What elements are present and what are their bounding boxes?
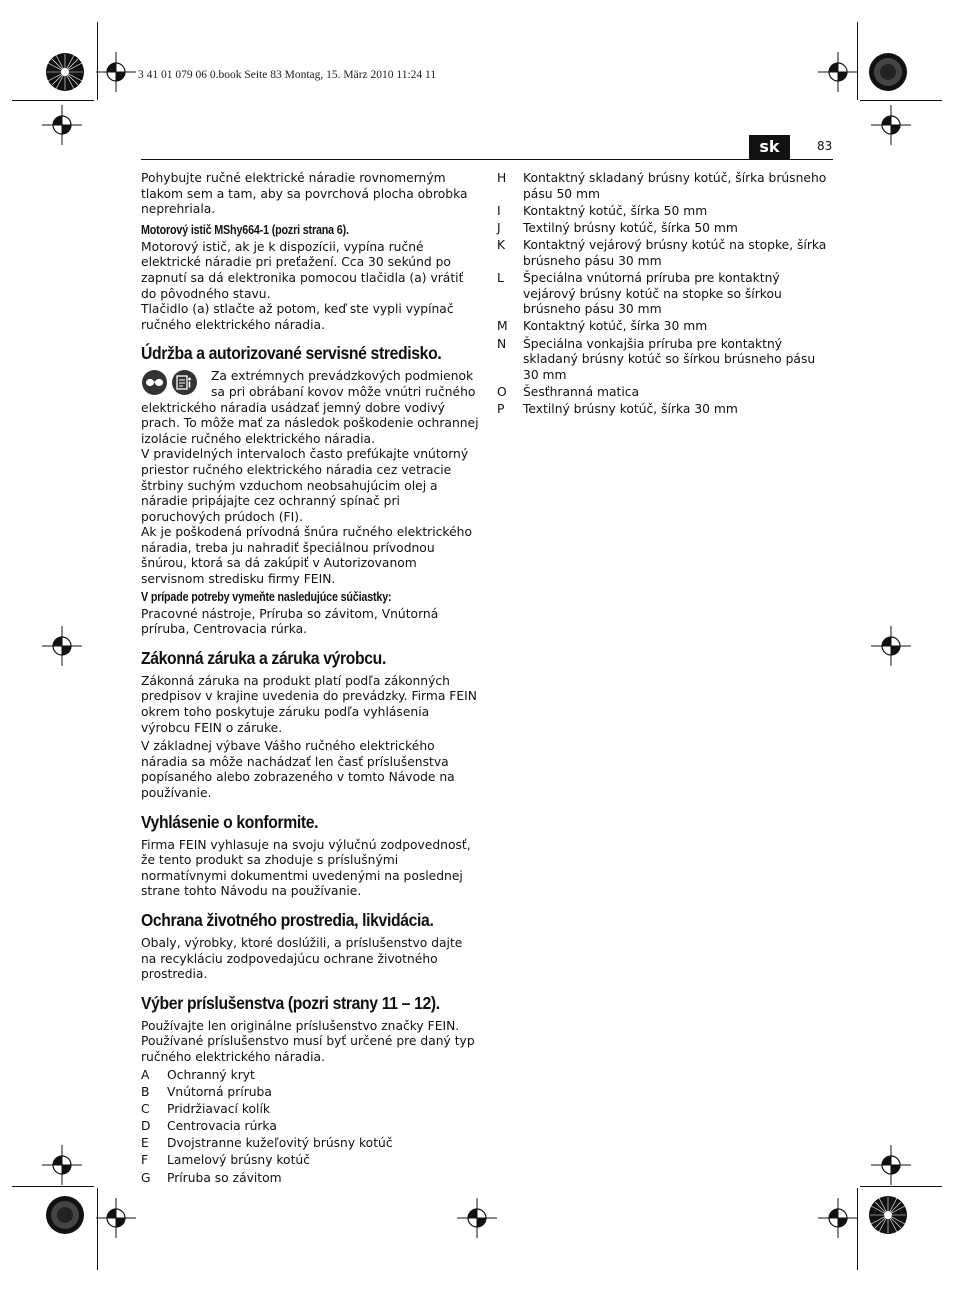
registration-mark-icon (96, 1198, 136, 1238)
list-item (497, 204, 833, 220)
list-item (497, 221, 833, 237)
part-description: Príruba so závitom (167, 1170, 282, 1185)
list-item (497, 337, 833, 384)
maintenance-paragraph: V pravidelných intervaloch často prefúkajte vnútorný priestor ručného elektrického náradia cez vetracie štrbiny suchým vzduchom neobsahujúcim olej a náradie pripájajte cez ochranný spínač pri poruchových prúdoch (FI). (141, 447, 469, 524)
breaker-paragraph: Motorový istič, ak je k dispozícii, vypína ručné elektrické náradie pri preťažení. Cca 30 sekúnd po zapnutí sa dá elektronika pomocou tlačidla (a) vrátiť do pôvodného stavu. (141, 239, 464, 301)
registration-mark-icon (818, 1198, 858, 1238)
list-item (497, 238, 833, 269)
parts-list (141, 1068, 481, 1187)
crop-mark (860, 1186, 942, 1187)
right-column (497, 171, 833, 419)
part-description: Ochranný kryt (167, 1067, 255, 1082)
part-description: Kontaktný kotúč, šírka 50 mm (523, 203, 708, 218)
part-description: Kontaktný skladaný brúsny kotúč, šírka brúsneho pásu 50 mm (523, 171, 827, 201)
part-description: Textilný brúsny kotúč, šírka 30 mm (523, 402, 738, 417)
part-description: Špeciálna vonkajšia príruba pre kontaktný skladaný brúsny kotúč so šírkou brúsneho pásu 30 mm (523, 336, 816, 382)
warning-icons (141, 370, 203, 400)
list-item (141, 1153, 481, 1169)
print-info: 3 41 01 079 06 0.book Seite 83 Montag, 15. März 2010 11:24 11 (138, 69, 437, 81)
part-description: Centrovacia rúrka (167, 1119, 277, 1134)
accessories-heading: Výber príslušenstva (pozri strany 11 – 12). (141, 992, 440, 1013)
registration-mark-icon (871, 1145, 911, 1185)
maintenance-heading: Údržba a autorizované servisné stredisko. (141, 343, 442, 364)
part-description: Kontaktný vejárový brúsny kotúč na stopke, šírka brúsneho pásu 30 mm (523, 238, 827, 268)
maintenance-block (141, 369, 481, 447)
list-item (141, 1171, 481, 1187)
warranty-paragraph: Zákonná záruka na produkt platí podľa zákonných predpisov v krajine uvedenia do prevádzky. Firma FEIN okrem toho poskytuje záruku podľa vyhlásenia výrobcu FEIN o záruke. (141, 673, 477, 735)
part-description: Šesťhranná matica (523, 384, 640, 399)
warranty-paragraph: V základnej výbave Vášho ručného elektrického náradia sa môže nachádzať len časť príslušenstva popísaného alebo zobrazeného v tomto Návode na používanie. (141, 739, 455, 800)
replace-parts-heading: V prípade potreby vymeňte nasledujúce súčiastky: (141, 589, 392, 604)
accessories-paragraph: Používajte len originálne príslušenstvo značky FEIN. Používané príslušenstvo musí byť určené pre daný typ ručného elektrického náradia. (141, 1018, 475, 1064)
list-item (141, 1068, 481, 1084)
part-key: M (497, 319, 508, 334)
breaker-paragraph: Tlačidlo (a) stlačte až potom, keď ste vypli vypínač ručného elektrického náradia. (141, 302, 454, 332)
calibration-wheel-icon (868, 1195, 908, 1235)
left-column (141, 171, 481, 1188)
intro-paragraph: Pohybujte ručné elektrické náradie rovnomerným tlakom sem a tam, aby sa povrchová plocha obrobka neprehriala. (141, 171, 468, 217)
list-item (141, 1119, 481, 1135)
registration-mark-icon (42, 105, 82, 145)
part-description: Kontaktný kotúč, šírka 30 mm (523, 319, 708, 334)
part-description: Dvojstranne kužeľovitý brúsny kotúč (167, 1136, 393, 1151)
replace-parts-text: Pracovné nástroje, Príruba so závitom, Vnútorná príruba, Centrovacia rúrka. (141, 606, 439, 637)
list-item (497, 385, 833, 401)
maintenance-paragraph: Za extrémnych prevádzkových podmienok sa pri obrábaní kovov môže vnútri ručného elektrického náradia usádzať jemný dobre vodivý prach. To môže mať za následok poškodenie ochrannej izolácie ručného elektrického náradia. (141, 369, 479, 446)
part-key: H (497, 171, 507, 185)
part-key: C (141, 1101, 150, 1116)
registration-mark-icon (818, 52, 858, 92)
part-key: O (497, 384, 507, 399)
part-key: E (141, 1136, 149, 1151)
crop-mark (860, 100, 942, 101)
warranty-heading: Zákonná záruka a záruka výrobcu. (141, 647, 386, 668)
parts-list (497, 171, 833, 418)
list-item (497, 171, 833, 202)
breaker-heading: Motorový istič MShy664-1 (pozri strana 6). (141, 222, 349, 237)
registration-mark-icon (42, 1145, 82, 1185)
environment-heading: Ochrana životného prostredia, likvidácia. (141, 909, 434, 930)
part-key: G (141, 1170, 151, 1185)
maintenance-paragraph: Ak je poškodená prívodná šnúra ručného elektrického náradia, treba ju nahradiť špeciálnou prívodnou šnúrou, ktorá sa dá zakúpiť v Autorizovanom servisnom stredisku firmy FEIN. (141, 525, 472, 587)
part-description: Textilný brúsny kotúč, šírka 50 mm (523, 220, 738, 235)
header-rule (141, 159, 833, 160)
part-key: K (497, 238, 506, 253)
list-item (141, 1085, 481, 1101)
registration-mark-icon (96, 52, 136, 92)
part-key: P (497, 402, 505, 417)
part-description: Pridržiavací kolík (167, 1101, 270, 1116)
list-item (497, 319, 833, 335)
part-description: Špeciálna vnútorná príruba pre kontaktný vejárový brúsny kotúč na stopke so šírkou brúsneho pásu 30 mm (523, 270, 782, 317)
safety-goggles-icon (142, 370, 167, 395)
calibration-wheel-icon (45, 52, 85, 92)
part-key: J (497, 220, 501, 235)
part-key: N (497, 336, 507, 351)
conformity-heading: Vyhlásenie o konformite. (141, 811, 319, 832)
part-description: Vnútorná príruba (167, 1084, 272, 1099)
read-manual-icon (172, 370, 197, 395)
registration-mark-icon (871, 626, 911, 666)
page-number: 83 (817, 139, 833, 153)
crop-mark (12, 100, 94, 101)
part-key: L (497, 270, 504, 285)
list-item (141, 1102, 481, 1118)
calibration-wheel-icon (45, 1195, 85, 1235)
list-item (141, 1136, 481, 1152)
language-badge: sk (749, 135, 790, 159)
part-key: I (497, 203, 501, 218)
registration-mark-icon (871, 105, 911, 145)
registration-mark-icon (42, 626, 82, 666)
registration-mark-icon (457, 1198, 497, 1238)
part-key: B (141, 1084, 150, 1099)
list-item (497, 271, 833, 318)
part-key: A (141, 1067, 150, 1082)
environment-paragraph: Obaly, výrobky, ktoré doslúžili, a príslušenstvo dajte na recykláciu zodpovedajúcu ochrane životného prostredia. (141, 935, 463, 982)
part-key: D (141, 1119, 151, 1134)
list-item (497, 402, 833, 418)
crop-mark (12, 1186, 94, 1187)
conformity-paragraph: Firma FEIN vyhlasuje na svoju výlučnú zodpovednosť, že tento produkt sa zhoduje s príslušnými normatívnymi dokumentmi uvedenými na poslednej strane tohto Návodu na používanie. (141, 837, 471, 899)
part-description: Lamelový brúsny kotúč (167, 1153, 310, 1168)
calibration-wheel-icon (868, 52, 908, 92)
part-key: F (141, 1153, 149, 1168)
